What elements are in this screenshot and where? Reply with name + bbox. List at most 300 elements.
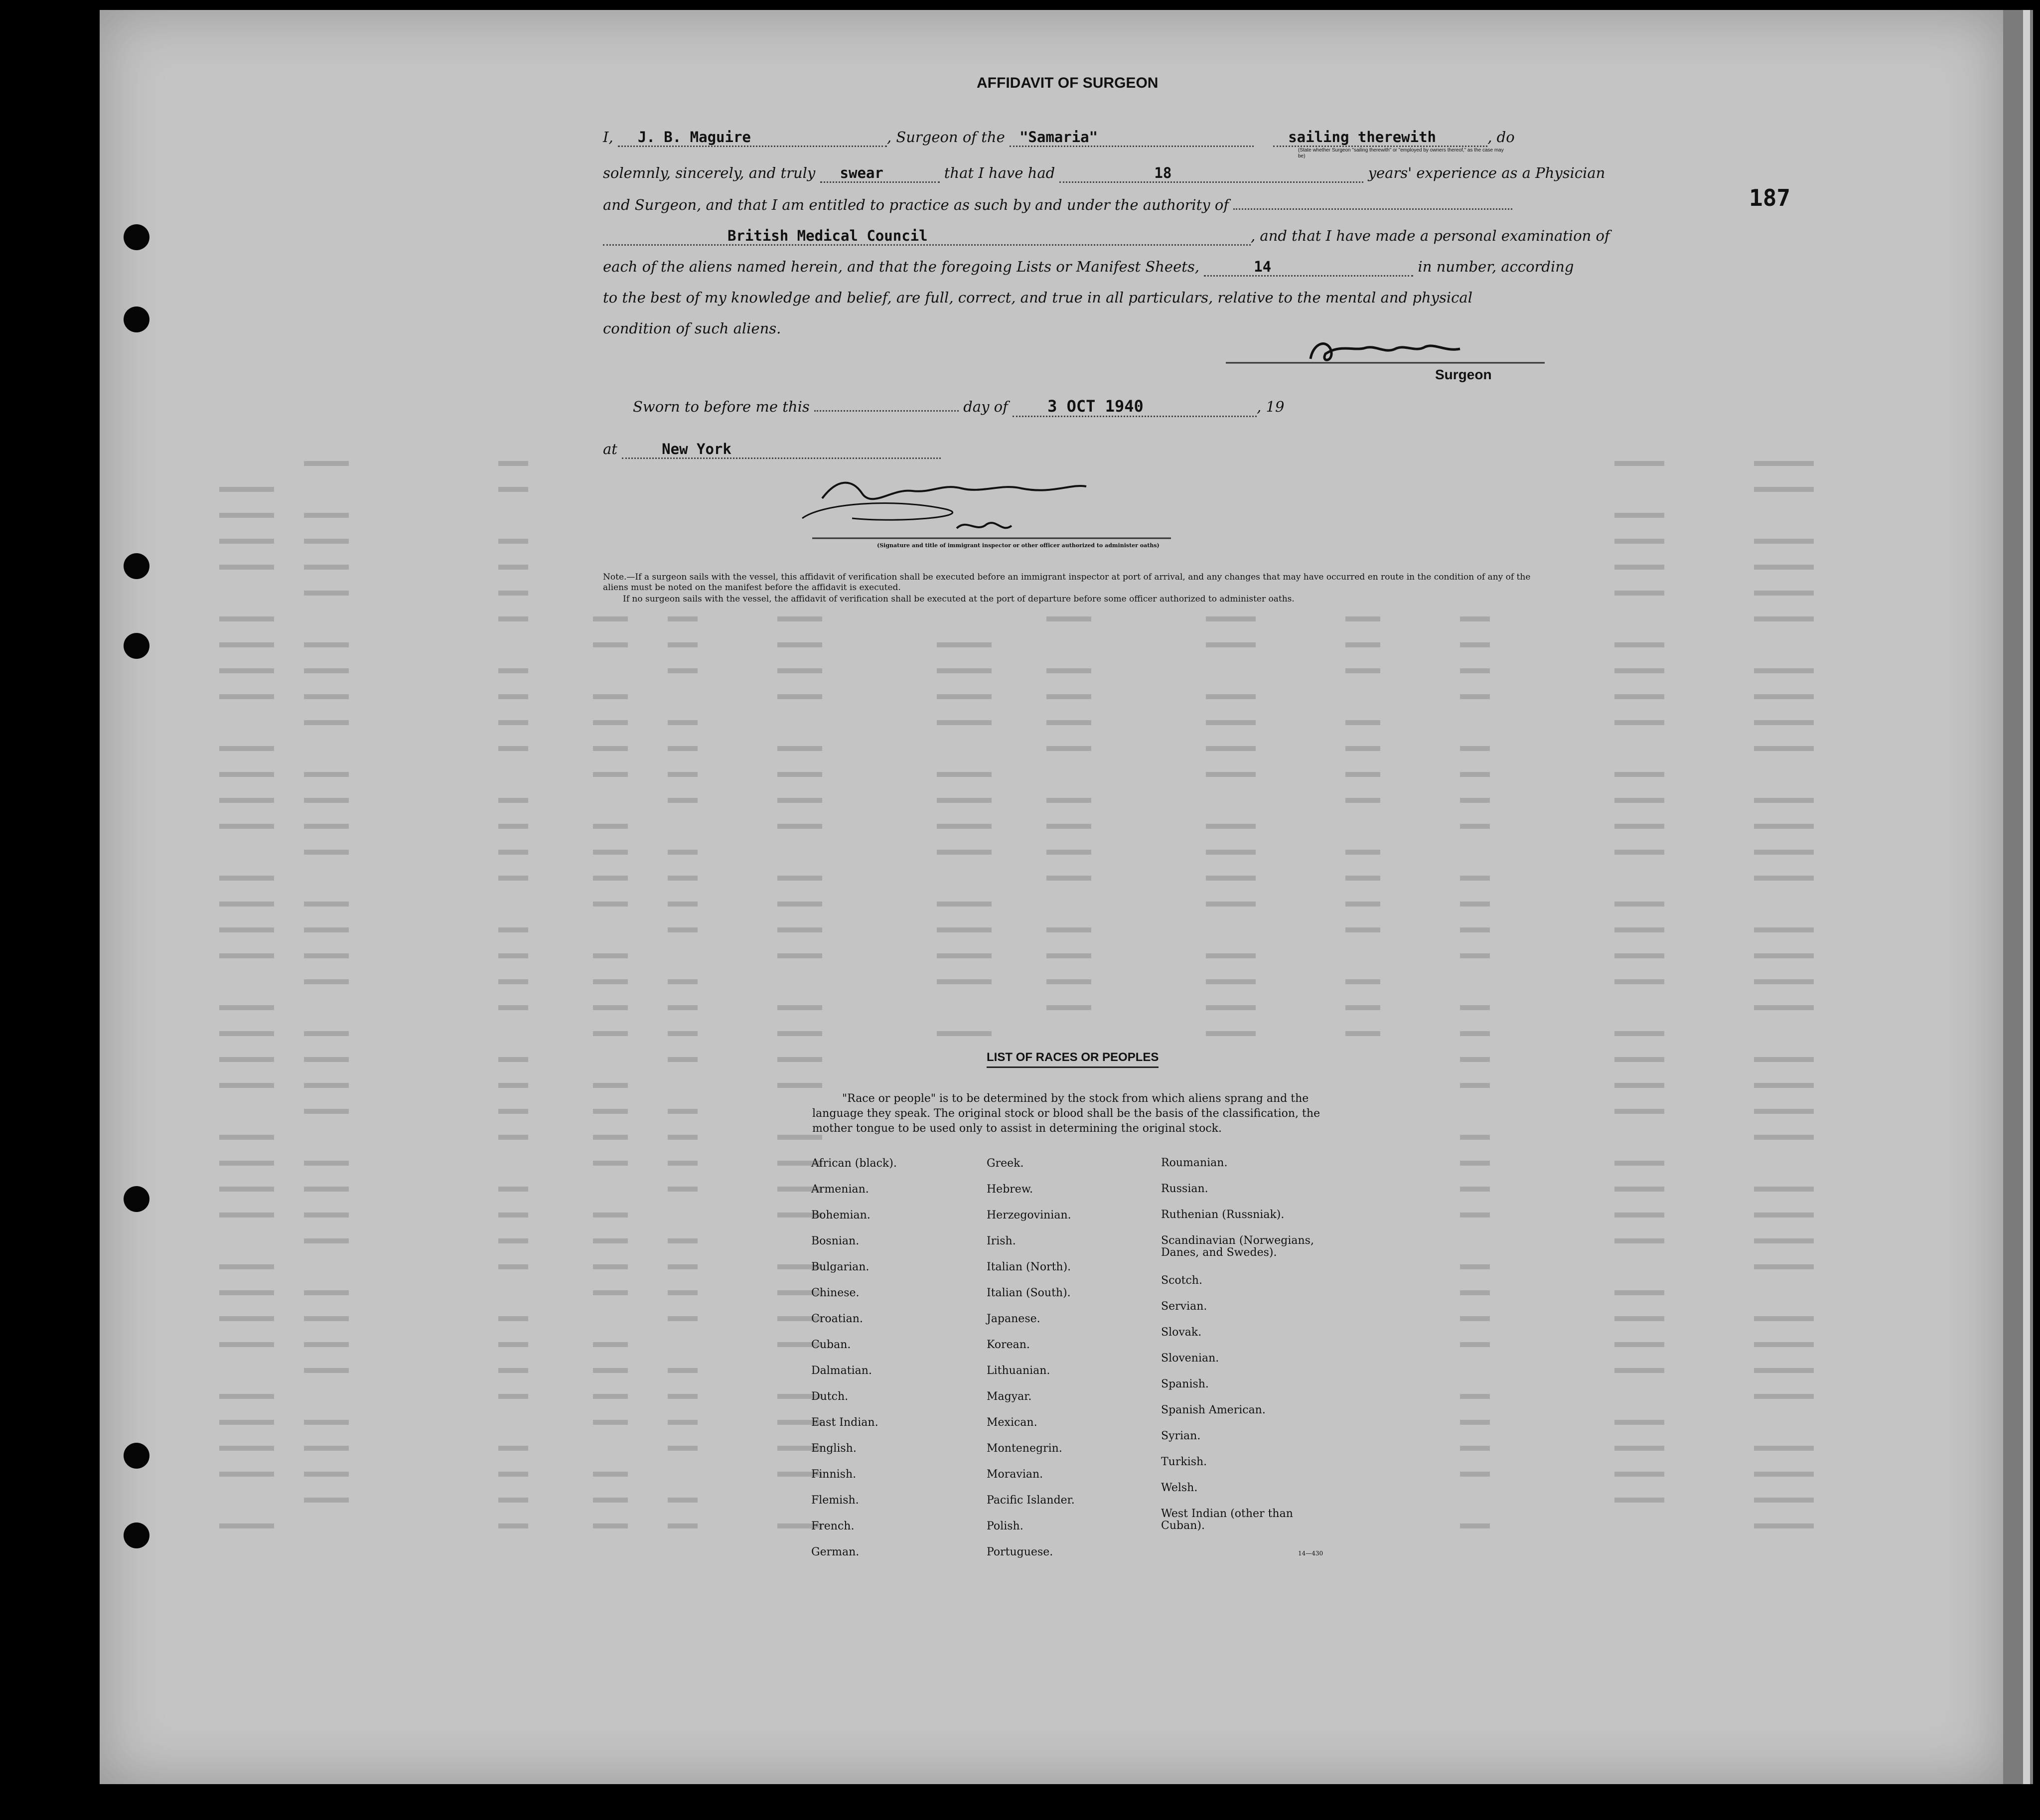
bleed-mark — [777, 1005, 822, 1010]
bleed-mark — [1754, 1342, 1814, 1347]
bleed-mark — [593, 720, 628, 725]
punch-hole — [124, 1443, 149, 1469]
bleed-mark — [304, 591, 349, 596]
bleed-mark — [777, 902, 822, 907]
bleed-mark — [219, 616, 274, 621]
bleed-mark — [937, 824, 992, 829]
bleed-mark — [219, 642, 274, 647]
surgeon-status: sailing therewith — [1288, 129, 1436, 146]
bleed-mark — [1206, 772, 1256, 777]
bleed-mark — [593, 902, 628, 907]
bleed-mark — [1460, 876, 1490, 881]
race-item: Spanish American. — [1161, 1404, 1266, 1416]
punch-hole — [124, 306, 149, 332]
sworn-line — [633, 397, 1284, 417]
bleed-mark — [937, 694, 992, 699]
bleed-mark — [777, 876, 822, 881]
bleed-mark — [668, 1109, 698, 1114]
bleed-mark — [668, 1238, 698, 1243]
bleed-mark — [219, 487, 274, 492]
bleed-mark — [1460, 642, 1490, 647]
oath-type: swear — [840, 164, 883, 181]
bleed-mark — [593, 1135, 628, 1140]
bleed-mark — [668, 1187, 698, 1192]
bleed-mark — [668, 1005, 698, 1010]
bleed-mark — [593, 642, 628, 647]
bleed-mark — [1754, 1368, 1814, 1373]
bleed-mark — [304, 953, 349, 958]
bleed-mark — [498, 1109, 528, 1114]
bleed-mark — [1046, 668, 1091, 673]
bleed-mark — [1754, 1238, 1814, 1243]
bleed-mark — [1754, 1187, 1814, 1192]
surgeon-label: Surgeon — [1435, 367, 1492, 382]
bleed-mark — [1046, 979, 1091, 984]
bleed-mark — [219, 1290, 274, 1295]
bleed-mark — [1206, 953, 1256, 958]
bleed-mark — [1614, 1057, 1664, 1062]
bleed-mark — [1460, 1420, 1490, 1425]
race-item: African (black). — [811, 1157, 897, 1170]
bleed-mark — [777, 824, 822, 829]
bleed-mark — [304, 902, 349, 907]
bleed-mark — [668, 1264, 698, 1269]
bleed-mark — [593, 1031, 628, 1036]
bleed-mark — [498, 1523, 528, 1528]
bleed-mark — [1614, 1420, 1664, 1425]
bleed-mark — [498, 850, 528, 855]
form-number: 14—430 — [1298, 1550, 1323, 1557]
bleed-mark — [668, 902, 698, 907]
bleed-mark — [1614, 1161, 1664, 1166]
bleed-mark — [593, 1342, 628, 1347]
bleed-mark — [304, 824, 349, 829]
bleed-mark — [1614, 513, 1664, 518]
bleed-mark — [593, 1161, 628, 1166]
punch-hole — [124, 633, 149, 659]
text: , do — [1487, 129, 1515, 146]
bleed-mark — [1206, 979, 1256, 984]
bleed-mark — [593, 1368, 628, 1373]
bleed-mark — [1046, 616, 1091, 621]
bleed-mark — [304, 694, 349, 699]
bleed-mark — [1460, 1057, 1490, 1062]
sworn-place: New York — [662, 441, 731, 457]
bleed-mark — [777, 953, 822, 958]
bleed-mark — [1206, 824, 1256, 829]
bleed-mark — [1614, 1031, 1664, 1036]
bleed-mark — [593, 772, 628, 777]
surgeon-signature — [1226, 334, 1545, 369]
bleed-mark — [668, 668, 698, 673]
bleed-mark — [304, 513, 349, 518]
bleed-mark — [593, 979, 628, 984]
bleed-mark — [937, 902, 992, 907]
bleed-mark — [1754, 1472, 1814, 1477]
bleed-mark — [593, 1213, 628, 1217]
bleed-mark — [1460, 953, 1490, 958]
affidavit-line-5 — [603, 258, 1574, 277]
bleed-mark — [498, 1135, 528, 1140]
bleed-mark — [1206, 850, 1256, 855]
race-item: Greek. — [987, 1157, 1024, 1170]
bleed-mark — [1614, 902, 1664, 907]
affidavit-line-4 — [603, 227, 1610, 246]
bleed-mark — [1460, 1031, 1490, 1036]
bleed-mark — [668, 850, 698, 855]
text: at — [603, 441, 617, 457]
bleed-mark — [219, 565, 274, 570]
punch-hole — [124, 1522, 149, 1548]
bleed-mark — [593, 1523, 628, 1528]
bleed-mark — [1460, 1290, 1490, 1295]
bleed-mark — [219, 513, 274, 518]
bleed-mark — [1614, 1498, 1664, 1503]
bleed-mark — [498, 1238, 528, 1243]
sailing-note: (State whether Surgeon "sailing therewith" or "employed by owners thereof," as the case may be) — [1298, 148, 1504, 159]
sheet-count: 14 — [1254, 258, 1272, 275]
bleed-mark — [304, 850, 349, 855]
bleed-mark — [1754, 1057, 1814, 1062]
bleed-mark — [498, 487, 528, 492]
bleed-mark — [777, 772, 822, 777]
bleed-mark — [1754, 1005, 1814, 1010]
bleed-mark — [668, 1420, 698, 1425]
bleed-mark — [304, 1161, 349, 1166]
bleed-mark — [304, 1472, 349, 1477]
bleed-mark — [1206, 694, 1256, 699]
bleed-mark — [593, 1005, 628, 1010]
bleed-mark — [219, 1005, 274, 1010]
bleed-mark — [1345, 772, 1380, 777]
bleed-mark — [1046, 720, 1091, 725]
bleed-mark — [1754, 1083, 1814, 1088]
bleed-mark — [1345, 746, 1380, 751]
bleed-mark — [1754, 746, 1814, 751]
bleed-mark — [593, 1394, 628, 1399]
bleed-mark — [937, 953, 992, 958]
bleed-mark — [498, 953, 528, 958]
race-item: Slovenian. — [1161, 1352, 1219, 1365]
bleed-mark — [1614, 953, 1664, 958]
bleed-mark — [498, 1342, 528, 1347]
bleed-mark — [1754, 616, 1814, 621]
text: day of — [963, 398, 1008, 415]
bleed-mark — [1206, 876, 1256, 881]
bleed-mark — [1614, 1316, 1664, 1321]
bleed-mark — [498, 720, 528, 725]
punch-hole — [124, 1186, 149, 1212]
bleed-mark — [498, 798, 528, 803]
race-item: Montenegrin. — [987, 1442, 1062, 1455]
text: , 19 — [1257, 398, 1285, 415]
bleed-mark — [937, 772, 992, 777]
bleed-mark — [668, 1135, 698, 1140]
bleed-mark — [593, 1083, 628, 1088]
text: I, — [603, 129, 613, 146]
bleed-mark — [1460, 824, 1490, 829]
bleed-mark — [1614, 1213, 1664, 1217]
bleed-mark — [1345, 876, 1380, 881]
bleed-mark — [219, 876, 274, 881]
place-line — [603, 441, 941, 459]
bleed-mark — [498, 616, 528, 621]
bleed-mark — [219, 1161, 274, 1166]
licensing-authority: British Medical Council — [728, 227, 928, 244]
bleed-mark — [219, 927, 274, 932]
race-item: Bulgarian. — [811, 1261, 870, 1273]
bleed-mark — [937, 1031, 992, 1036]
text: each of the aliens named herein, and that the foregoing Lists or Manifest Sheets, — [603, 258, 1200, 275]
punch-hole — [124, 224, 149, 250]
bleed-mark — [1614, 1109, 1664, 1114]
bleed-mark — [1460, 798, 1490, 803]
bleed-mark — [1206, 720, 1256, 725]
text: years' experience as a Physician — [1368, 164, 1605, 181]
bleed-mark — [777, 1083, 822, 1088]
bleed-mark — [1460, 1264, 1490, 1269]
bleed-mark — [937, 979, 992, 984]
bleed-mark — [219, 1187, 274, 1192]
race-item: Magyar. — [987, 1390, 1032, 1403]
bleed-mark — [1614, 1446, 1664, 1451]
bleed-mark — [1460, 746, 1490, 751]
bleed-mark — [219, 1213, 274, 1217]
bleed-mark — [219, 824, 274, 829]
bleed-mark — [1754, 720, 1814, 725]
bleed-mark — [1614, 927, 1664, 932]
bleed-mark — [937, 720, 992, 725]
bleed-mark — [1614, 1187, 1664, 1192]
bleed-mark — [668, 798, 698, 803]
bleed-mark — [668, 1446, 698, 1451]
bleed-mark — [668, 1498, 698, 1503]
race-item: Scotch. — [1161, 1274, 1202, 1287]
race-item: German. — [811, 1546, 860, 1558]
bleed-mark — [1046, 798, 1091, 803]
bleed-mark — [1460, 1161, 1490, 1166]
race-item: Bohemian. — [811, 1209, 871, 1221]
bleed-mark — [1460, 927, 1490, 932]
race-item: Dalmatian. — [811, 1365, 872, 1377]
bleed-mark — [668, 1057, 698, 1062]
races-column-2 — [987, 1157, 1075, 1572]
bleed-mark — [1345, 1005, 1380, 1010]
bleed-mark — [1754, 1446, 1814, 1451]
bleed-mark — [304, 772, 349, 777]
bleed-mark — [304, 1083, 349, 1088]
surgeon-name: J. B. Maguire — [637, 129, 751, 146]
bleed-mark — [1614, 1083, 1664, 1088]
bleed-mark — [219, 1031, 274, 1036]
bleed-mark — [937, 642, 992, 647]
race-item: Italian (North). — [987, 1261, 1071, 1273]
bleed-mark — [1754, 798, 1814, 803]
bleed-mark — [1460, 1446, 1490, 1451]
text: that I have had — [944, 164, 1055, 181]
race-item: Portuguese. — [987, 1546, 1053, 1558]
race-item: English. — [811, 1442, 857, 1455]
bleed-mark — [1614, 461, 1664, 466]
bleed-mark — [937, 927, 992, 932]
bleed-mark — [1345, 902, 1380, 907]
race-item: East Indian. — [811, 1416, 878, 1429]
bleed-mark — [777, 694, 822, 699]
race-item: Welsh. — [1161, 1482, 1198, 1494]
bleed-mark — [668, 979, 698, 984]
bleed-mark — [1460, 1213, 1490, 1217]
bleed-mark — [777, 927, 822, 932]
bleed-mark — [668, 1316, 698, 1321]
bleed-mark — [1345, 668, 1380, 673]
race-item: Lithuanian. — [987, 1365, 1050, 1377]
bleed-mark — [304, 1420, 349, 1425]
bleed-mark — [1206, 1031, 1256, 1036]
bleed-mark — [1614, 539, 1664, 544]
bleed-mark — [593, 953, 628, 958]
bleed-mark — [304, 1498, 349, 1503]
bleed-mark — [593, 1290, 628, 1295]
bleed-mark — [304, 1316, 349, 1321]
note-surgeon-sails: Note.—If a surgeon sails with the vessel, this affidavit of verification shall be executed before an immigrant inspector at port of arrival, and any changes that may have occurred en route in the condition of any of the aliens must be noted on the manifest before the affidavit is executed. — [603, 572, 1531, 593]
bleed-mark — [498, 1005, 528, 1010]
bleed-mark — [304, 642, 349, 647]
bleed-mark — [1345, 720, 1380, 725]
text: and Surgeon, and that I am entitled to practice as such by and under the authority of — [603, 196, 1229, 213]
bleed-mark — [304, 1342, 349, 1347]
bleed-mark — [1614, 798, 1664, 803]
bleed-mark — [668, 1394, 698, 1399]
bleed-mark — [1614, 565, 1664, 570]
bleed-mark — [1345, 798, 1380, 803]
bleed-mark — [219, 1083, 274, 1088]
page-edge-highlight — [2023, 10, 2030, 1784]
bleed-mark — [219, 1316, 274, 1321]
bleed-mark — [1460, 694, 1490, 699]
bleed-mark — [498, 668, 528, 673]
bleed-mark — [777, 668, 822, 673]
bleed-mark — [668, 772, 698, 777]
bleed-mark — [304, 927, 349, 932]
bleed-mark — [1754, 1264, 1814, 1269]
bleed-mark — [498, 1446, 528, 1451]
bleed-mark — [1046, 953, 1091, 958]
bleed-mark — [1754, 876, 1814, 881]
race-item: Slovak. — [1161, 1326, 1202, 1339]
race-item: Bosnian. — [811, 1235, 860, 1247]
bleed-mark — [304, 720, 349, 725]
bleed-mark — [1754, 487, 1814, 492]
bleed-mark — [1754, 668, 1814, 673]
bleed-mark — [498, 746, 528, 751]
bleed-mark — [1046, 746, 1091, 751]
race-item: Cuban. — [811, 1339, 851, 1351]
races-column-3 — [1161, 1157, 1350, 1534]
races-column-1 — [811, 1157, 897, 1572]
race-item: Irish. — [987, 1235, 1016, 1247]
bleed-mark — [1460, 1472, 1490, 1477]
inspector-signature — [792, 468, 1171, 553]
bleed-mark — [1206, 746, 1256, 751]
bleed-mark — [1046, 927, 1091, 932]
text: in number, according — [1418, 258, 1574, 275]
bleed-mark — [219, 746, 274, 751]
bleed-mark — [1460, 1523, 1490, 1528]
bleed-mark — [593, 1109, 628, 1114]
bleed-mark — [1614, 850, 1664, 855]
bleed-mark — [1754, 979, 1814, 984]
punch-hole — [124, 553, 149, 579]
signature-caption: (Signature and title of immigrant inspector or other officer authorized to administer oaths) — [877, 542, 1160, 549]
bleed-mark — [1754, 565, 1814, 570]
race-item: French. — [811, 1520, 855, 1532]
bleed-mark — [219, 902, 274, 907]
bleed-mark — [1754, 1109, 1814, 1114]
bleed-mark — [498, 694, 528, 699]
bleed-mark — [1345, 927, 1380, 932]
bleed-mark — [1206, 902, 1256, 907]
bleed-mark — [304, 461, 349, 466]
bleed-mark — [1614, 1368, 1664, 1373]
race-item: Roumanian. — [1161, 1157, 1228, 1169]
races-title: LIST OF RACES OR PEOPLES — [987, 1051, 1159, 1068]
bleed-mark — [593, 746, 628, 751]
bleed-mark — [1754, 591, 1814, 596]
bleed-mark — [1754, 461, 1814, 466]
bleed-mark — [1754, 1498, 1814, 1503]
race-item: Finnish. — [811, 1468, 857, 1481]
bleed-mark — [1460, 1394, 1490, 1399]
bleed-mark — [498, 461, 528, 466]
bleed-mark — [593, 694, 628, 699]
bleed-mark — [1460, 1005, 1490, 1010]
bleed-mark — [219, 539, 274, 544]
bleed-mark — [1345, 1031, 1380, 1036]
bleed-mark — [1754, 539, 1814, 544]
bleed-mark — [1460, 902, 1490, 907]
bleed-mark — [219, 1342, 274, 1347]
bleed-mark — [304, 1446, 349, 1451]
bleed-mark — [1046, 876, 1091, 881]
bleed-mark — [593, 1238, 628, 1243]
bleed-mark — [498, 565, 528, 570]
bleed-mark — [1046, 694, 1091, 699]
bleed-mark — [219, 1446, 274, 1451]
affidavit-title: AFFIDAVIT OF SURGEON — [977, 75, 1159, 91]
bleed-mark — [668, 1161, 698, 1166]
bleed-mark — [937, 798, 992, 803]
bleed-mark — [1206, 642, 1256, 647]
bleed-mark — [304, 1290, 349, 1295]
bleed-mark — [498, 1264, 528, 1269]
bleed-mark — [1754, 1135, 1814, 1140]
bleed-mark — [219, 1394, 274, 1399]
bleed-mark — [777, 798, 822, 803]
bleed-mark — [668, 1368, 698, 1373]
bleed-mark — [219, 668, 274, 673]
text: Sworn to before me this — [633, 398, 810, 415]
bleed-mark — [1614, 591, 1664, 596]
race-item: Armenian. — [811, 1183, 869, 1196]
bleed-mark — [1614, 694, 1664, 699]
bleed-mark — [498, 1187, 528, 1192]
bleed-mark — [498, 539, 528, 544]
bleed-mark — [1046, 1005, 1091, 1010]
bleed-mark — [1614, 642, 1664, 647]
bleed-mark — [1614, 1342, 1664, 1347]
affidavit-line-1 — [603, 129, 1550, 147]
bleed-mark — [1614, 1472, 1664, 1477]
